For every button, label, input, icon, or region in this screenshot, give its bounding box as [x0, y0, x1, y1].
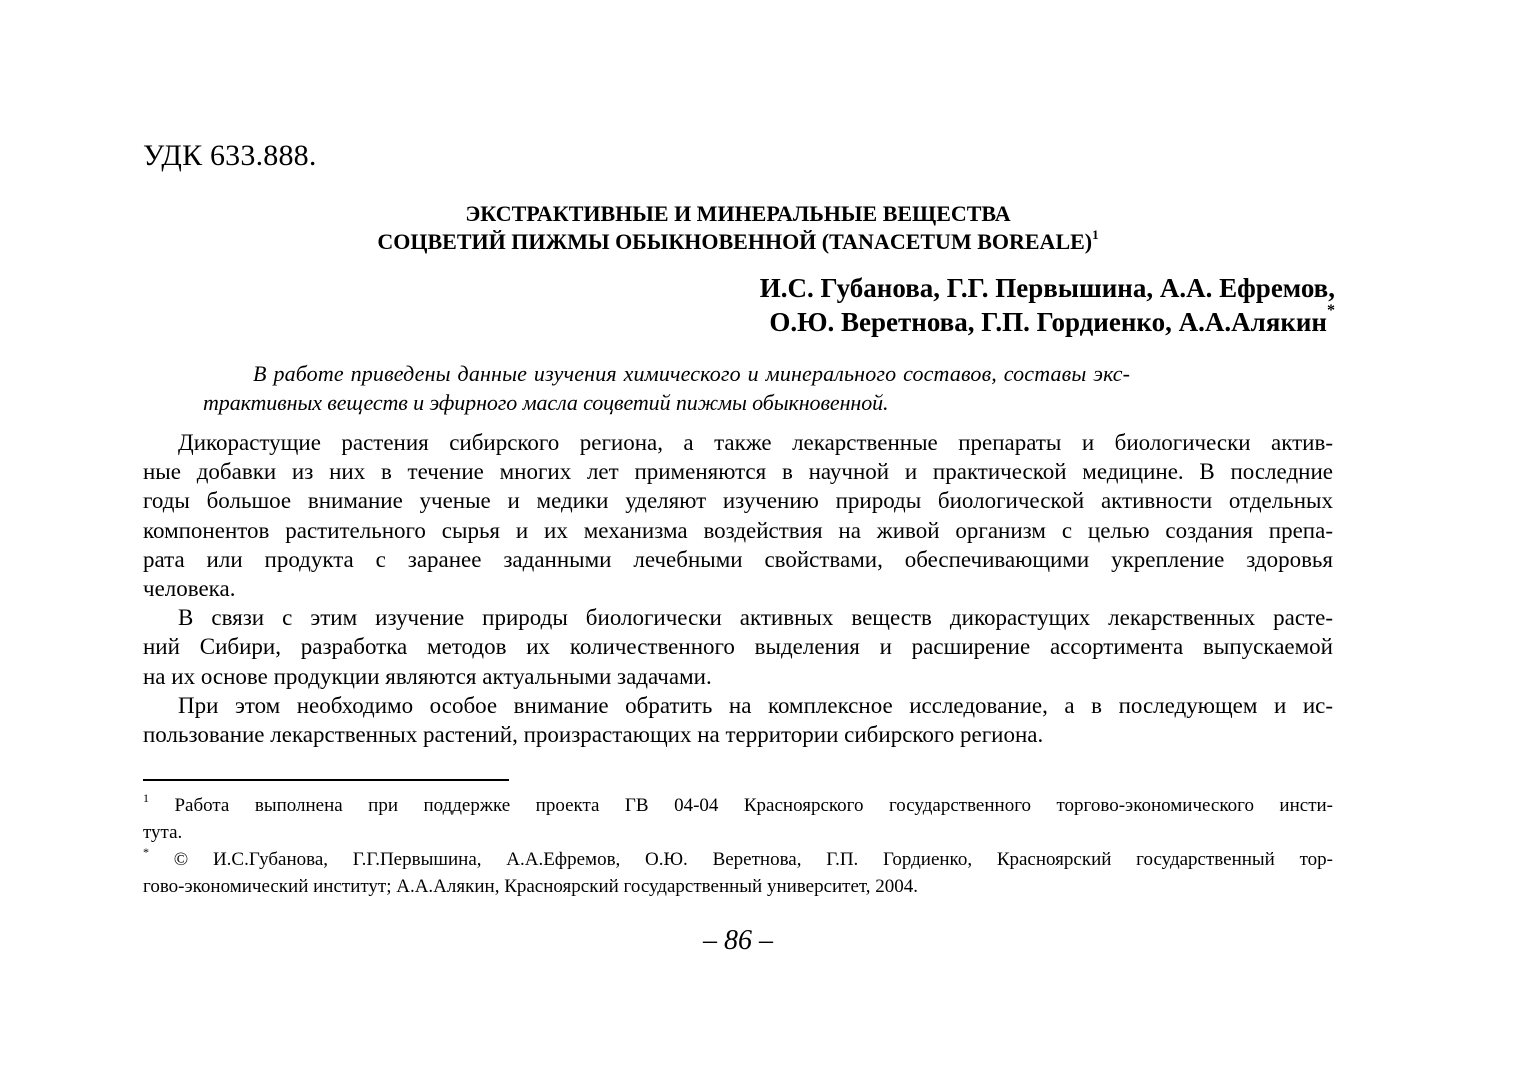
p1-line: рата или продукта с заранее заданными лечебными свойствами, обеспечивающими укрепление здоровья	[143, 546, 1333, 572]
title-footnote-mark: 1	[1092, 226, 1099, 242]
body-text	[143, 428, 1333, 749]
paragraph-3	[143, 691, 1333, 749]
footnote-2-text: © И.С.Губанова, Г.Г.Первышина, А.А.Ефремов, О.Ю. Веретнова, Г.П. Гордиенко, Красноярский государственный тор-	[149, 849, 1333, 870]
footnotes	[143, 792, 1333, 900]
authors	[400, 271, 1335, 339]
article-title	[143, 200, 1333, 256]
p2-line: на их основе продукции являются актуальными задачами.	[143, 663, 712, 689]
abstract-line-2: трактивных веществ и эфирного масла соцветий пижмы обыкновенной.	[203, 390, 889, 415]
footnote-1-mark: 1	[143, 790, 149, 805]
paragraph-1	[143, 428, 1333, 603]
authors-line-2-text: О.Ю. Веретнова, Г.П. Гордиенко, А.А.Алякин	[769, 307, 1327, 337]
p2-line: ний Сибири, разработка методов их количественного выделения и расширение ассортимента выпускаемой	[143, 634, 1333, 660]
udc-code: УДК 633.888.	[143, 139, 317, 172]
footnote-2-mark: *	[143, 844, 149, 859]
p1-line: годы большое внимание ученые и медики уделяют изучению природы биологической активности отдельных	[143, 488, 1333, 514]
abstract	[203, 359, 1265, 417]
footnote-2-line-1	[143, 846, 1333, 873]
footnote-separator	[143, 779, 509, 781]
p1-line: ные добавки из них в течение многих лет применяются в научной и практической медицине. В последние	[143, 459, 1333, 485]
abstract-line-1: В работе приведены данные изучения химического и минерального составов, составы экс-	[253, 361, 1131, 386]
footnote-2-line-2: гово-экономический институт; А.А.Алякин, Красноярский государственный университет, 2004.	[143, 876, 919, 897]
footnote-1-line-2: тута.	[143, 822, 183, 843]
p1-line: Дикорастущие растения сибирского региона, а также лекарственные препараты и биологически актив-	[178, 430, 1333, 455]
p1-line: компонентов растительного сырья и их механизма воздействия на живой организм с целью создания препа-	[143, 517, 1333, 543]
title-line-1: ЭКСТРАКТИВНЫЕ И МИНЕРАЛЬНЫЕ ВЕЩЕСТВА	[465, 201, 1011, 226]
p3-line: пользование лекарственных растений, произрастающих на территории сибирского региона.	[143, 722, 1044, 748]
authors-line-1: И.С. Губанова, Г.Г. Первышина, А.А. Ефремов,	[759, 273, 1335, 303]
page-number: – 86 –	[703, 925, 773, 956]
footnote-1-text: Работа выполнена при поддержке проекта ГВ 04-04 Красноярского государственного торгово-экономического инсти-	[149, 795, 1333, 816]
title-line-2	[143, 228, 1333, 256]
p1-line: человека.	[143, 576, 236, 602]
p2-line: В связи с этим изучение природы биологически активных веществ дикорастущих лекарственных расте-	[178, 605, 1333, 631]
footnote-1-line-1	[143, 792, 1333, 819]
paragraph-2	[143, 603, 1333, 691]
title-line-2-text: СОЦВЕТИЙ ПИЖМЫ ОБЫКНОВЕННОЙ (TANACETUM BOREALE)	[377, 229, 1093, 254]
authors-footnote-mark: *	[1327, 302, 1335, 319]
authors-line-2	[400, 302, 1335, 339]
p3-line: При этом необходимо особое внимание обратить на комплексное исследование, а в последующем и ис-	[178, 692, 1333, 718]
